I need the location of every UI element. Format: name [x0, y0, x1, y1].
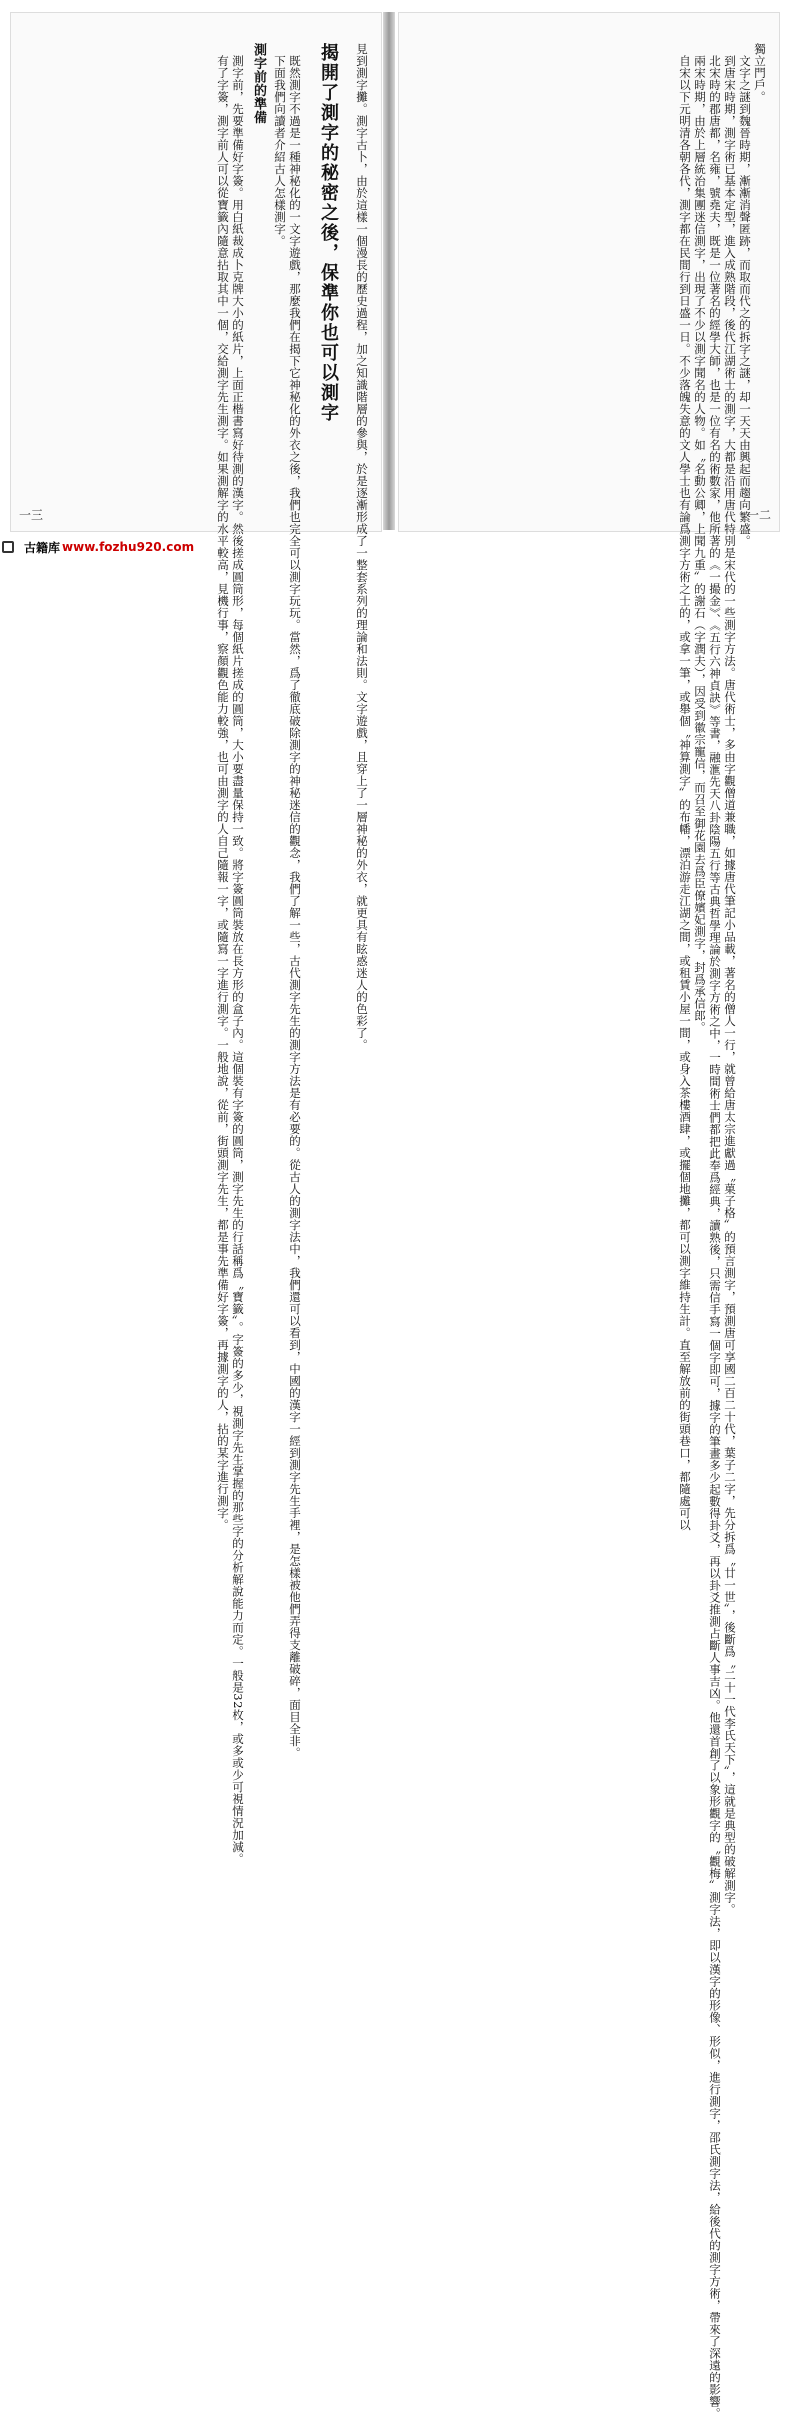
- subheading: 測字前的準備: [251, 43, 266, 124]
- watermark-site-name: 古籍库: [24, 540, 61, 555]
- watermark-url[interactable]: www.fozhu920.com: [62, 540, 195, 554]
- left-paragraph: 測字前，先要準備好字簽。用白紙裁成卜克牌大小的紙片，上面正楷書寫好待測的漢字。然後搓成圓筒形，每個紙片搓成的圓筒，大小要盡量保持一致。將字簽圓筒裝放在長方形的盒子內。這個裝有字簽的圓筒，測字先生的行話稱爲〝寶籤〞。字簽的多少，視測字先生掌握的那些字的分析解說能力而定。一般是32枚，或多或少可視情況加減。: [231, 43, 245, 1865]
- left-paragraph: 見到測字攤。測字古卜，由於這樣一個漫長的歷史過程，加之知識階層的參與，於是逐漸形成了一整套系列的理論和法則。文字遊戲，且穿上了一層神秘的外衣，就更具有眩惑迷人的色彩了。: [355, 43, 369, 1051]
- left-paragraph: 有了字簽，測字前人可以從寶籤內隨意拈取其中一個，交給測字先生測字。如果測解字的水平較高，見機行事，察顏觀色能力較強，也可由測字的人自己隨報一字，或隨寫一字進行測字。一般地說，從前，街頭測字先生，都是事先準備好字簽，再據測字的人，拈的某字進行測字。: [216, 43, 230, 1531]
- right-page: [398, 12, 780, 2420]
- section-heading: 揭開了測字的秘密之後，保準你也可以測字: [318, 43, 339, 423]
- book-logo-icon: [2, 541, 14, 553]
- left-paragraph: 下面我們向讀者介紹古人怎樣測字。: [273, 43, 287, 247]
- right-paragraph: 文字之謎到魏晉時期，漸漸消聲匿跡，而取而代之的拆字之謎，却一天天由興起而趨向繁盛。: [738, 43, 752, 547]
- right-paragraph: 獨立門戶。: [753, 43, 767, 103]
- page-number: 一三: [19, 508, 44, 522]
- left-paragraph: 既然測字不過是一種神秘化的一文字遊戲，那麼我們在揭下它神秘化的外衣之後，我們也完全可以測字玩玩。當然，爲了徹底破除測字的神秘迷信的觀念，我們了解一些，古代測字先生的測字方法是有必要的。從古人的測字法中，我們還可以看到，中國的漢字一經到測字先生手裡，是怎樣被他們弄得支離破碎，面目全非。: [288, 43, 302, 1759]
- watermark: [0, 537, 194, 557]
- right-paragraph: 北宋時的郡唐都，名雍，號堯夫，既是一位著名的經學大師，也是一位有名的術數家，他所著的《一撮金》、《五行六神貞訣》等書，融滙先天八卦陰陽五行等古典哲學理論於測字方術之中，一時間術士們都把此奉爲經典，讀熟後，只需信手寫一個字即可，據字的筆畫多少起數得卦爻，再以卦爻推測占斷人事吉凶。他還首創了以象形觀字的〝觀梅〞測字法，即以漢字的形像、形似，進行測字，邵氏測字法，給後代的測字方術，帶來了深遠的影響。: [708, 43, 722, 2420]
- page-number: 一二: [746, 508, 771, 522]
- right-paragraph: 自宋以下元明清各朝各代，測字都在民間行到日盛一日。不少落魄失意的文人學士也有論爲測字方術之士的，或拿一筆，或舉個〝神算測字〞的布幡，漂泊游走江湖之間，或租賃小屋一間，或身入茶樓酒肆，或擺個地攤，都可以測字維持生計。直至解放前的街頭巷口，都隨處可以: [678, 43, 692, 1531]
- book-spine: [383, 12, 395, 530]
- right-paragraph: 兩宋時期，由於上層統治集團迷信測字，出現了不少以測字聞名的人物。如〝名動公卿，上聞九重〞的謝石（字潤夫），因受到徽宗寵信，而召至御花園去爲臣僚嬪妃測字，封爲承信郎。: [693, 43, 707, 1034]
- right-paragraph: 到唐宋時期，測字術已基本定型，進入成熟階段，後代江湖術士的測字，大都是沿用唐代特別是宋代的一些測字方法。唐代術士，多由字觀僧道兼職，如據唐代筆記小品載，著名的僧人一行，就曾給唐太宗進獻過〝菓子格〞的預言測字，預測唐可享國二百二十代，葉子二字，先分拆爲〝廿一世〞，後斷爲〝二十一代李氏天下〞，這就是典型的破解測字。: [723, 43, 737, 1916]
